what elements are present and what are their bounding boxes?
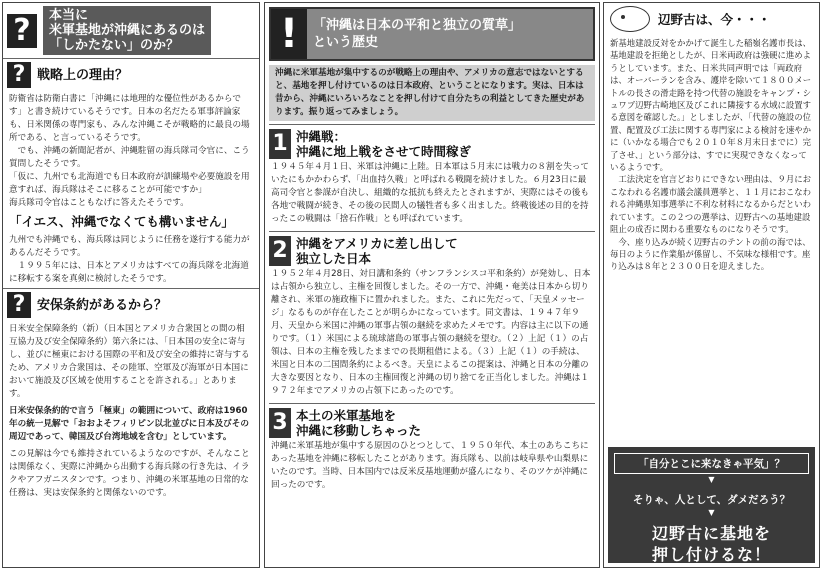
section-2-title: 沖縄をアメリカに差し出して 独立した日本 (296, 236, 458, 266)
q2-title: 安保条約があるから？ (37, 297, 168, 313)
column-right (603, 2, 820, 568)
henoko-header (604, 3, 819, 35)
henoko-title: 辺野古は、今・・・ (658, 12, 771, 27)
main-question-title: 本当に 米軍基地が沖縄にあるのは 「しかたない」のか？ (43, 6, 211, 55)
down-arrow-icon: ▼ (708, 475, 715, 484)
section-1-header (269, 124, 595, 159)
section-1-body: １９４５年４月１日、米軍は沖縄に上陸。日本軍は５月末には戦力の８割を失っていたにもかかわらず、「出血持久戦」と呼ばれる戦闘を続けました。６月23日に最高司令官と参謀が自決し、組織的な抵抗も終えたとされますが、実際にはその後も各地で戦闘が続き、その後の民間人の犠牲者も多く出ました。終戦後述の目的を持ったこの戦闘は「捨石作戦」とも呼ばれています。 (271, 162, 589, 224)
q1-header (3, 58, 259, 91)
question-mark-icon: ? (7, 62, 31, 88)
q2-header (3, 288, 259, 321)
column-left (2, 2, 260, 568)
q2-emphasis: 日米安保条約的で言う「極東」の範囲について、政府は1960年の統一見解で「おおよそフィリピン以北並びに日本及びその周辺であって、韓国及び台湾地域を含む」としています。 (9, 406, 249, 442)
section-1-number: 1 (269, 129, 291, 159)
q2-body-2: この見解は今でも維持されているようなのですが、そんなことは関係なく、実際に沖縄から出動する海兵隊の行き先は、イラクやアフガニスタンです。つまり、沖縄の米軍基地の日常的な任務は、実は安保条約と関係ないのです。 (9, 449, 250, 498)
section-3-title: 本土の米軍基地を 沖縄に移動しちゃった (296, 408, 422, 438)
question-mark-icon: ? (7, 14, 37, 48)
exclamation-icon: ! (271, 9, 307, 59)
question-mark-icon: ? (7, 292, 31, 318)
henoko-body: 新基地建設反対をかかげて誕生した稲嶺名護市長は、基地建設を拒絶としたが、日米両政府は強硬に進めようとしています。また、日米共同声明では「両政府は、オーバーランを含み、護岸を除いて１８００メートルの長さの滑走路を持つ代替の施設をキャンプ・シュワブ辺野古崎地区及びこれに隣接する水域に設置する意図を確認した。」としましたが、「代替の施設の位置、配置及び工法に関する専門家による検討を速やかに（いかなる場合でも２０１０年８月末日までに）完了させ、」という部分は、すでに実現できなくなっているようです。 工法決定を官言どおりにできない理由は、９月におこなわれる名護市議会議員選挙と、１１月におこなわれる沖縄県知事選挙に不利な材料になるからだといわれています。この２つの選挙は、辺野古への基地建設阻止の成否に関わる重要なものになりそうです。 今、座り込みが続く辺野古のテントの前の海では、毎日のように作業船が係留し、不気味な様相です。座り込みは８年と２３００日を迎えました。 (610, 38, 812, 272)
section-2-number: 2 (269, 236, 291, 266)
section-1-title: 沖縄戦： 沖縄に地上戦をさせて時間稼ぎ (296, 129, 472, 159)
section-3-header (269, 403, 595, 438)
main-question-header (3, 3, 259, 58)
call-to-action-box (608, 447, 815, 563)
dugong-icon (610, 6, 650, 32)
q1-body-2: 九州でも沖縄でも、海兵隊は同じように任務を遂行する能力があるんだそうです。 １９９５年には、日本とアメリカはすべての海兵隊を北海道に移転する案を真剣に検討したそうです。 (9, 235, 250, 284)
section-3-body: 沖縄に米軍基地が集中する原因のひとつとして、１９５０年代、本土のあちこちにあった基地を沖縄に移転したことがあります。海兵隊も、以前は岐阜県や山梨県にいたのです。当時、日本国内では反米反基地運動が盛んになり、そのツケが沖縄に回ったのです。 (271, 441, 589, 490)
section-3-number: 3 (269, 408, 291, 438)
call-line-2: そりゃ、人として、ダメだろう？ (632, 494, 791, 506)
column-center (264, 2, 600, 568)
call-slogan: 辺野古に基地を 押し付けるな！ (651, 524, 771, 564)
section-2-header (269, 231, 595, 266)
q2-body: 日米安全保障条約（新）（日本国とアメリカ合衆国との間の相互協力及び安全保障条約）第六条には、「日本国の安全に寄与し、並びに極東における国際の平和及び安全の維持に寄与するため、アメリカ合衆国は、その陸軍、空軍及び海軍が日本国において施設及び区域を使用することを許される。」とあります。 (9, 324, 250, 399)
q1-quote: 「イエス、沖縄でなくても構いません」 (9, 214, 234, 229)
section-2-body: １９５２年４月28日、対日講和条約（サンフランシスコ平和条約）が発効し、日本は占領から独立し、主権を回復しました。その一方で、沖縄・奄美は日本から切り離され、米軍の施政権下に置かれました。また、これに先だって、「天皇メッセージ」なるものが存在したことが明らかになっています。同文書は、１９４７年９月、天皇から米国に沖縄の軍事占領の継続を求めたメモです。内容は主に以下の通りです。（１）米国による琉球諸島の軍事占領の継続を望む。（２）上記（１）の占領は、日本の主権を残したままでの長期租借による。（３）上記（１）の手続は、米国と日本の二国間条約によるべき。天皇によるこの提案は、沖縄と日本の分離の大きな要因となり、日本の主権回復と沖縄の切り捨てを正当化しました。沖縄は１９７２年までアメリカの占領下にあったのです。 (271, 269, 591, 396)
q1-body: 防衛省は防衛白書に「沖縄には地理的な優位性があるからです」と書き続けているそうです。日本の名だたる軍事評論家も、日米関係の専門家も、みんな沖縄こそが戦略的に最良の場所である、と言っているそうです。 でも、沖縄の新聞記者が、沖縄駐留の海兵隊司令官に、こう質問したそうです。 「仮に、九州でも北海道でも日本政府が訓練場や必要施設を用意すれば、海兵隊はそこに移ることが可能ですか」 海兵隊司令官はこともなげに答えたそうです。 (9, 94, 250, 208)
history-banner (269, 7, 595, 61)
down-arrow-icon: ▼ (708, 508, 715, 517)
banner-title: 「沖縄は日本の平和と独立の質草」 という歴史 (313, 18, 522, 50)
q1-title: 戦略上の理由？ (37, 67, 129, 83)
call-line-1: 「自分とこに来なきゃ平気」？ (614, 453, 809, 474)
intro-text: 沖縄に米軍基地が集中するのが戦略上の理由や、アメリカの意志ではないとすると、基地を押し付けているのは日本政府、ということになります。実は、日本は昔から、沖縄にいろいろなことを押し付けて自分たちの利益としてきた歴史があります。振り返ってみましょう。 (269, 65, 595, 121)
